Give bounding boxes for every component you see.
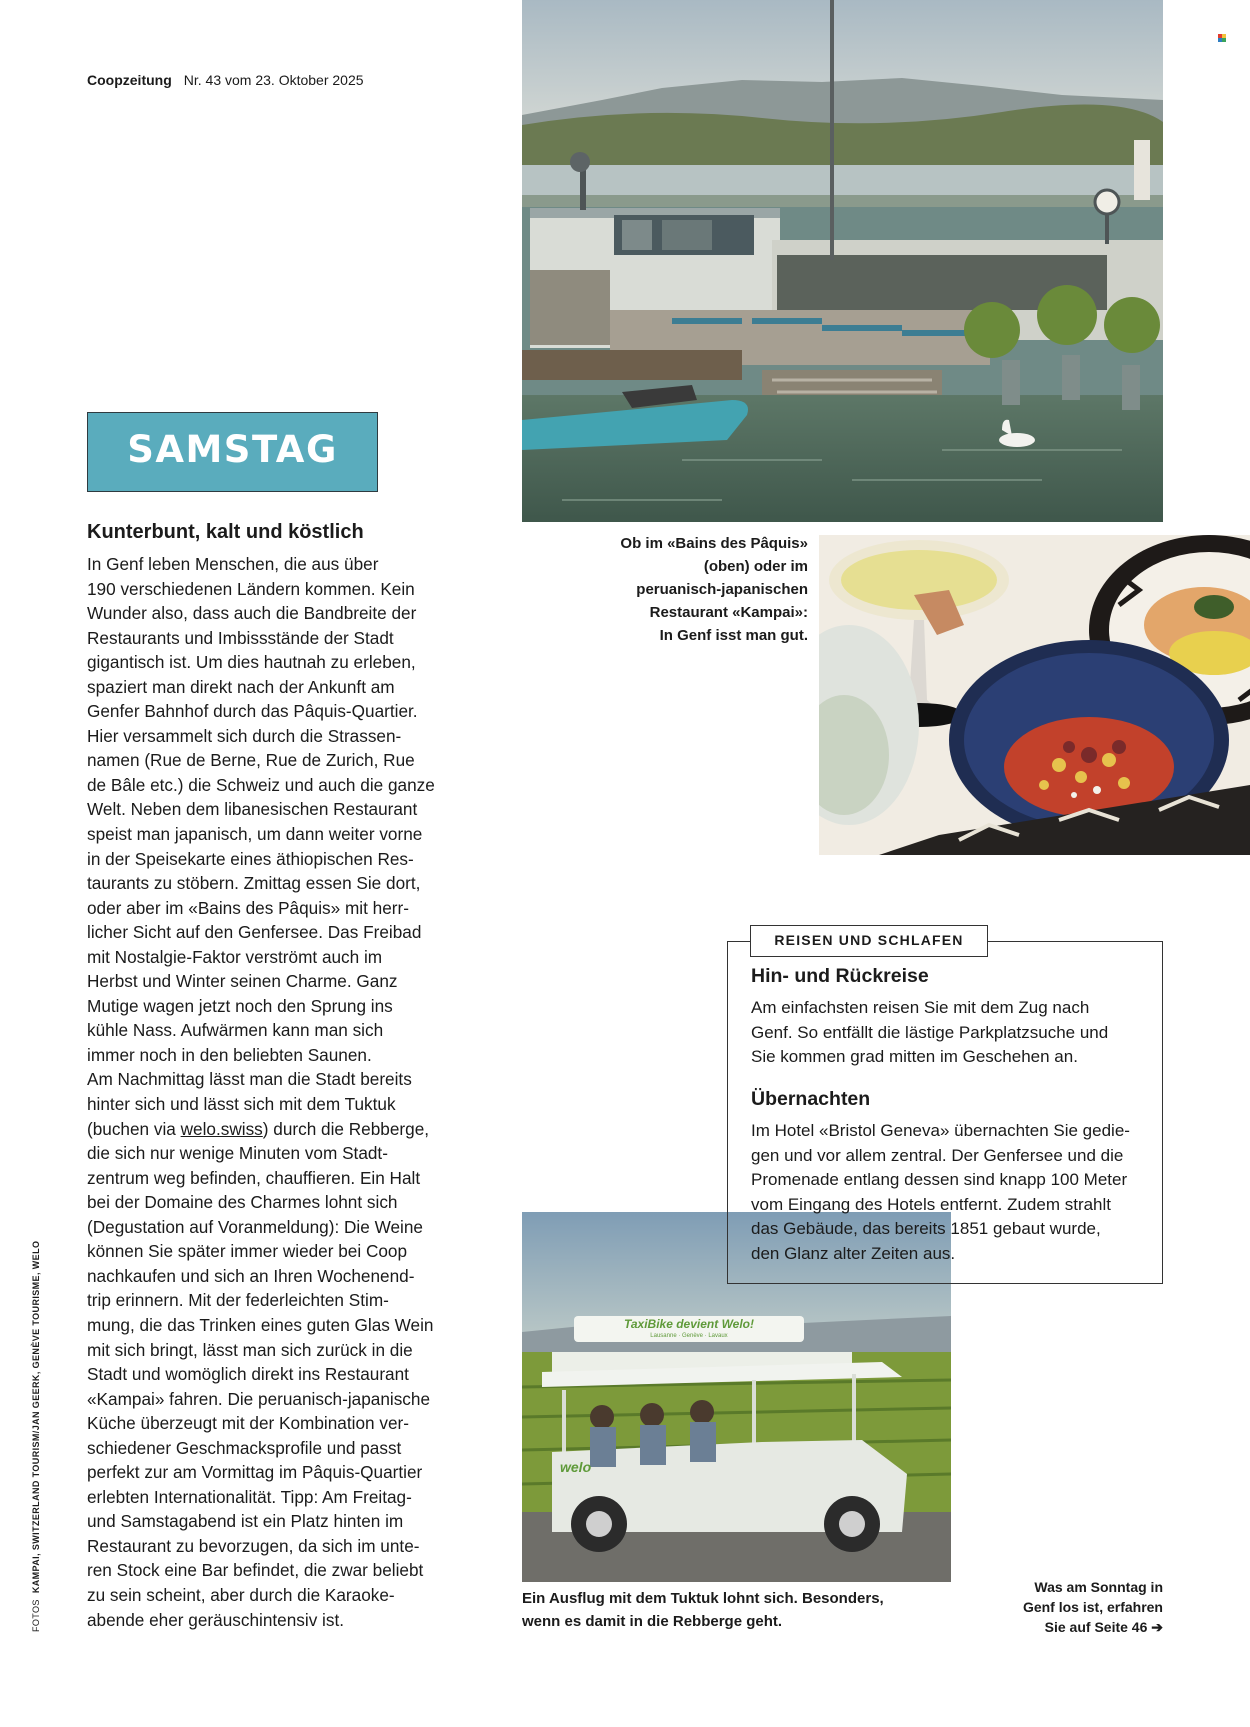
note-line: Genf los ist, erfahren: [1022, 1599, 1163, 1615]
travel-heading: Hin- und Rückreise: [751, 965, 929, 987]
article-line: perfekt zur am Vormittag im Pâquis-Quartier: [87, 1462, 423, 1483]
article-line: Hier versammelt sich durch die Strassen-: [87, 725, 402, 746]
photo-kampai-restaurant: [819, 535, 1250, 855]
article-line: hinter sich und lässt sich mit dem Tuktuk: [87, 1094, 396, 1115]
article-line: spaziert man direkt nach der Ankunft am: [87, 676, 395, 697]
caption-line: Restaurant «Kampai»:: [649, 604, 808, 621]
article-line: (Degustation auf Voranmeldung): Die Weine: [87, 1216, 423, 1237]
article-line: bei der Domaine des Charmes lohnt sich: [87, 1192, 398, 1213]
travel-line: Genf. So entfällt die lästige Parkplatzsuche und: [751, 1022, 1109, 1042]
article-line: taurants zu stöbern. Zmittag essen Sie dort,: [87, 873, 421, 894]
note-line: Was am Sonntag in: [1034, 1579, 1163, 1595]
info-box-tag: REISEN UND SCHLAFEN: [750, 925, 988, 957]
article-line: die sich nur wenige Minuten vom Stadt-: [87, 1143, 388, 1164]
article-line: Restaurants und Imbissstände der Stadt: [87, 627, 394, 648]
article-line: oder aber im «Bains des Pâquis» mit herr-: [87, 897, 409, 918]
article-line: abende eher geräuschintensiv ist.: [87, 1609, 345, 1630]
stay-line: den Glanz alter Zeiten aus.: [751, 1243, 956, 1263]
caption-line: wenn es damit in die Rebberge geht.: [522, 1613, 783, 1630]
article-line: gigantisch ist. Um dies hautnah zu erleben,: [87, 652, 416, 673]
photo-credit-lead: FOTOS: [31, 1599, 41, 1632]
section-day-label: [87, 412, 378, 492]
travel-line: Am einfachsten reisen Sie mit dem Zug nach: [751, 998, 1090, 1017]
issue-info: Nr. 43 vom 23. Oktober 2025: [183, 72, 364, 88]
travel-text: [751, 996, 1151, 1070]
caption-tuktuk: [522, 1587, 922, 1633]
section-day-text: SAMSTAG: [127, 428, 338, 471]
article-line: schiedener Geschmacksprofile und passt: [87, 1437, 402, 1458]
caption-food-photos: [560, 532, 808, 647]
article-line: In Genf leben Menschen, die aus über: [87, 554, 379, 574]
photo-credit-names: KAMPAI, SWITZERLAND TOURISM/JAN GEERK, GENÈVE TOURISME, WELO: [31, 1240, 41, 1594]
stay-line: das Gebäude, das bereits 1851 gebaut wurde,: [751, 1219, 1101, 1238]
article-line-with-link: [87, 1117, 452, 1142]
article-line: speist man japanisch, um dann weiter vorne: [87, 824, 423, 845]
article-line: und Samstagabend ist ein Platz hinten im: [87, 1511, 404, 1532]
caption-line: (oben) oder im: [703, 558, 808, 575]
tuktuk-sign-subline: Lausanne · Genève · Lavaux: [650, 1333, 728, 1339]
article-line: licher Sicht auf den Genfersee. Das Freibad: [87, 922, 422, 943]
note-line: Sie auf Seite 46 ➔: [1044, 1619, 1163, 1635]
article-line: Herbst und Winter seinen Charme. Ganz: [87, 971, 398, 992]
article-line: Mutige wagen jetzt noch den Sprung ins: [87, 995, 393, 1016]
tuktuk-sign: [574, 1316, 804, 1342]
stay-heading: Übernachten: [751, 1088, 871, 1110]
article-line: «Kampai» fahren. Die peruanisch-japanische: [87, 1388, 431, 1409]
photo-credit: [31, 1241, 41, 1632]
article-line: immer noch in den beliebten Saunen.: [87, 1044, 372, 1065]
photo-bains-des-paquis: [522, 0, 1163, 522]
article-line: mung, die das Trinken eines guten Glas Wein: [87, 1314, 434, 1335]
article-line: zentrum weg befinden, chauffieren. Ein Halt: [87, 1167, 421, 1188]
welo-link[interactable]: welo.swiss: [180, 1118, 263, 1139]
article-line: namen (Rue de Berne, Rue de Zurich, Rue: [87, 750, 415, 771]
article-line: nachkaufen und sich an Ihren Wochenend-: [87, 1265, 415, 1286]
caption-line: peruanisch-japanischen: [636, 581, 808, 598]
article-line: erlebten Internationalität. Tipp: Am Freitag-: [87, 1486, 412, 1507]
article-headline: Kunterbunt, kalt und köstlich: [87, 521, 364, 543]
article-line: Am Nachmittag lässt man die Stadt bereits: [87, 1069, 412, 1090]
article-line: Restaurant zu bevorzugen, da sich im unte-: [87, 1535, 420, 1556]
stay-line: vom Eingang des Hotels entfernt. Zudem strahlt: [751, 1194, 1112, 1214]
color-register-mark: [1218, 34, 1226, 42]
article-line: Küche überzeugt mit der Kombination ver-: [87, 1413, 409, 1434]
link-suffix: ) durch die Rebberge,: [262, 1118, 430, 1139]
article-line: trip erinnern. Mit der federleichten Stim-: [87, 1290, 389, 1311]
article-line: kühle Nass. Aufwärmen kann man sich: [87, 1020, 384, 1041]
link-prefix: (buchen via: [87, 1118, 181, 1139]
article-line: in der Speisekarte eines äthiopischen Res-: [87, 848, 414, 869]
tuktuk-sign-headline: TaxiBike devient Welo!: [623, 1317, 755, 1331]
article-line: Wunder also, dass auch die Bandbreite der: [87, 603, 417, 624]
stay-line: gen und vor allem zentral. Der Genfersee und die: [751, 1145, 1124, 1165]
article-line: de Bâle etc.) die Schweiz und auch die ganze: [87, 774, 435, 795]
stay-text: [751, 1119, 1151, 1266]
article-line: mit Nostalgie-Faktor verströmt auch im: [87, 946, 383, 967]
article-line: 190 verschiedenen Ländern kommen. Kein: [87, 578, 415, 599]
article-line: Genfer Bahnhof durch das Pâquis-Quartier.: [87, 701, 418, 722]
masthead: [87, 72, 364, 88]
welo-logo: welo: [560, 1459, 592, 1475]
stay-line: Promenade entlang dessen sind knapp 100 Meter: [751, 1170, 1128, 1189]
stay-line: Im Hotel «Bristol Geneva» übernachten Sie gedie-: [751, 1121, 1130, 1140]
next-page-note: [970, 1577, 1163, 1637]
article-line: zu sein scheint, aber durch die Karaoke-: [87, 1584, 395, 1605]
article-body: [87, 552, 452, 1632]
caption-line: Ein Ausflug mit dem Tuktuk lohnt sich. Besonders,: [522, 1590, 884, 1607]
caption-line: In Genf isst man gut.: [659, 627, 808, 644]
publication-name: Coopzeitung: [87, 72, 172, 88]
article-line: ren Stock eine Bar befindet, die zwar beliebt: [87, 1560, 424, 1581]
article-line: mit sich bringt, lässt man sich zurück in die: [87, 1339, 413, 1360]
article-line: Welt. Neben dem libanesischen Restaurant: [87, 799, 418, 820]
travel-line: Sie kommen grad mitten im Geschehen an.: [751, 1047, 1078, 1066]
article-line: Stadt und womöglich direkt ins Restaurant: [87, 1364, 409, 1385]
article-line: können Sie später immer wieder bei Coop: [87, 1241, 408, 1262]
caption-line: Ob im «Bains des Pâquis»: [620, 535, 808, 552]
